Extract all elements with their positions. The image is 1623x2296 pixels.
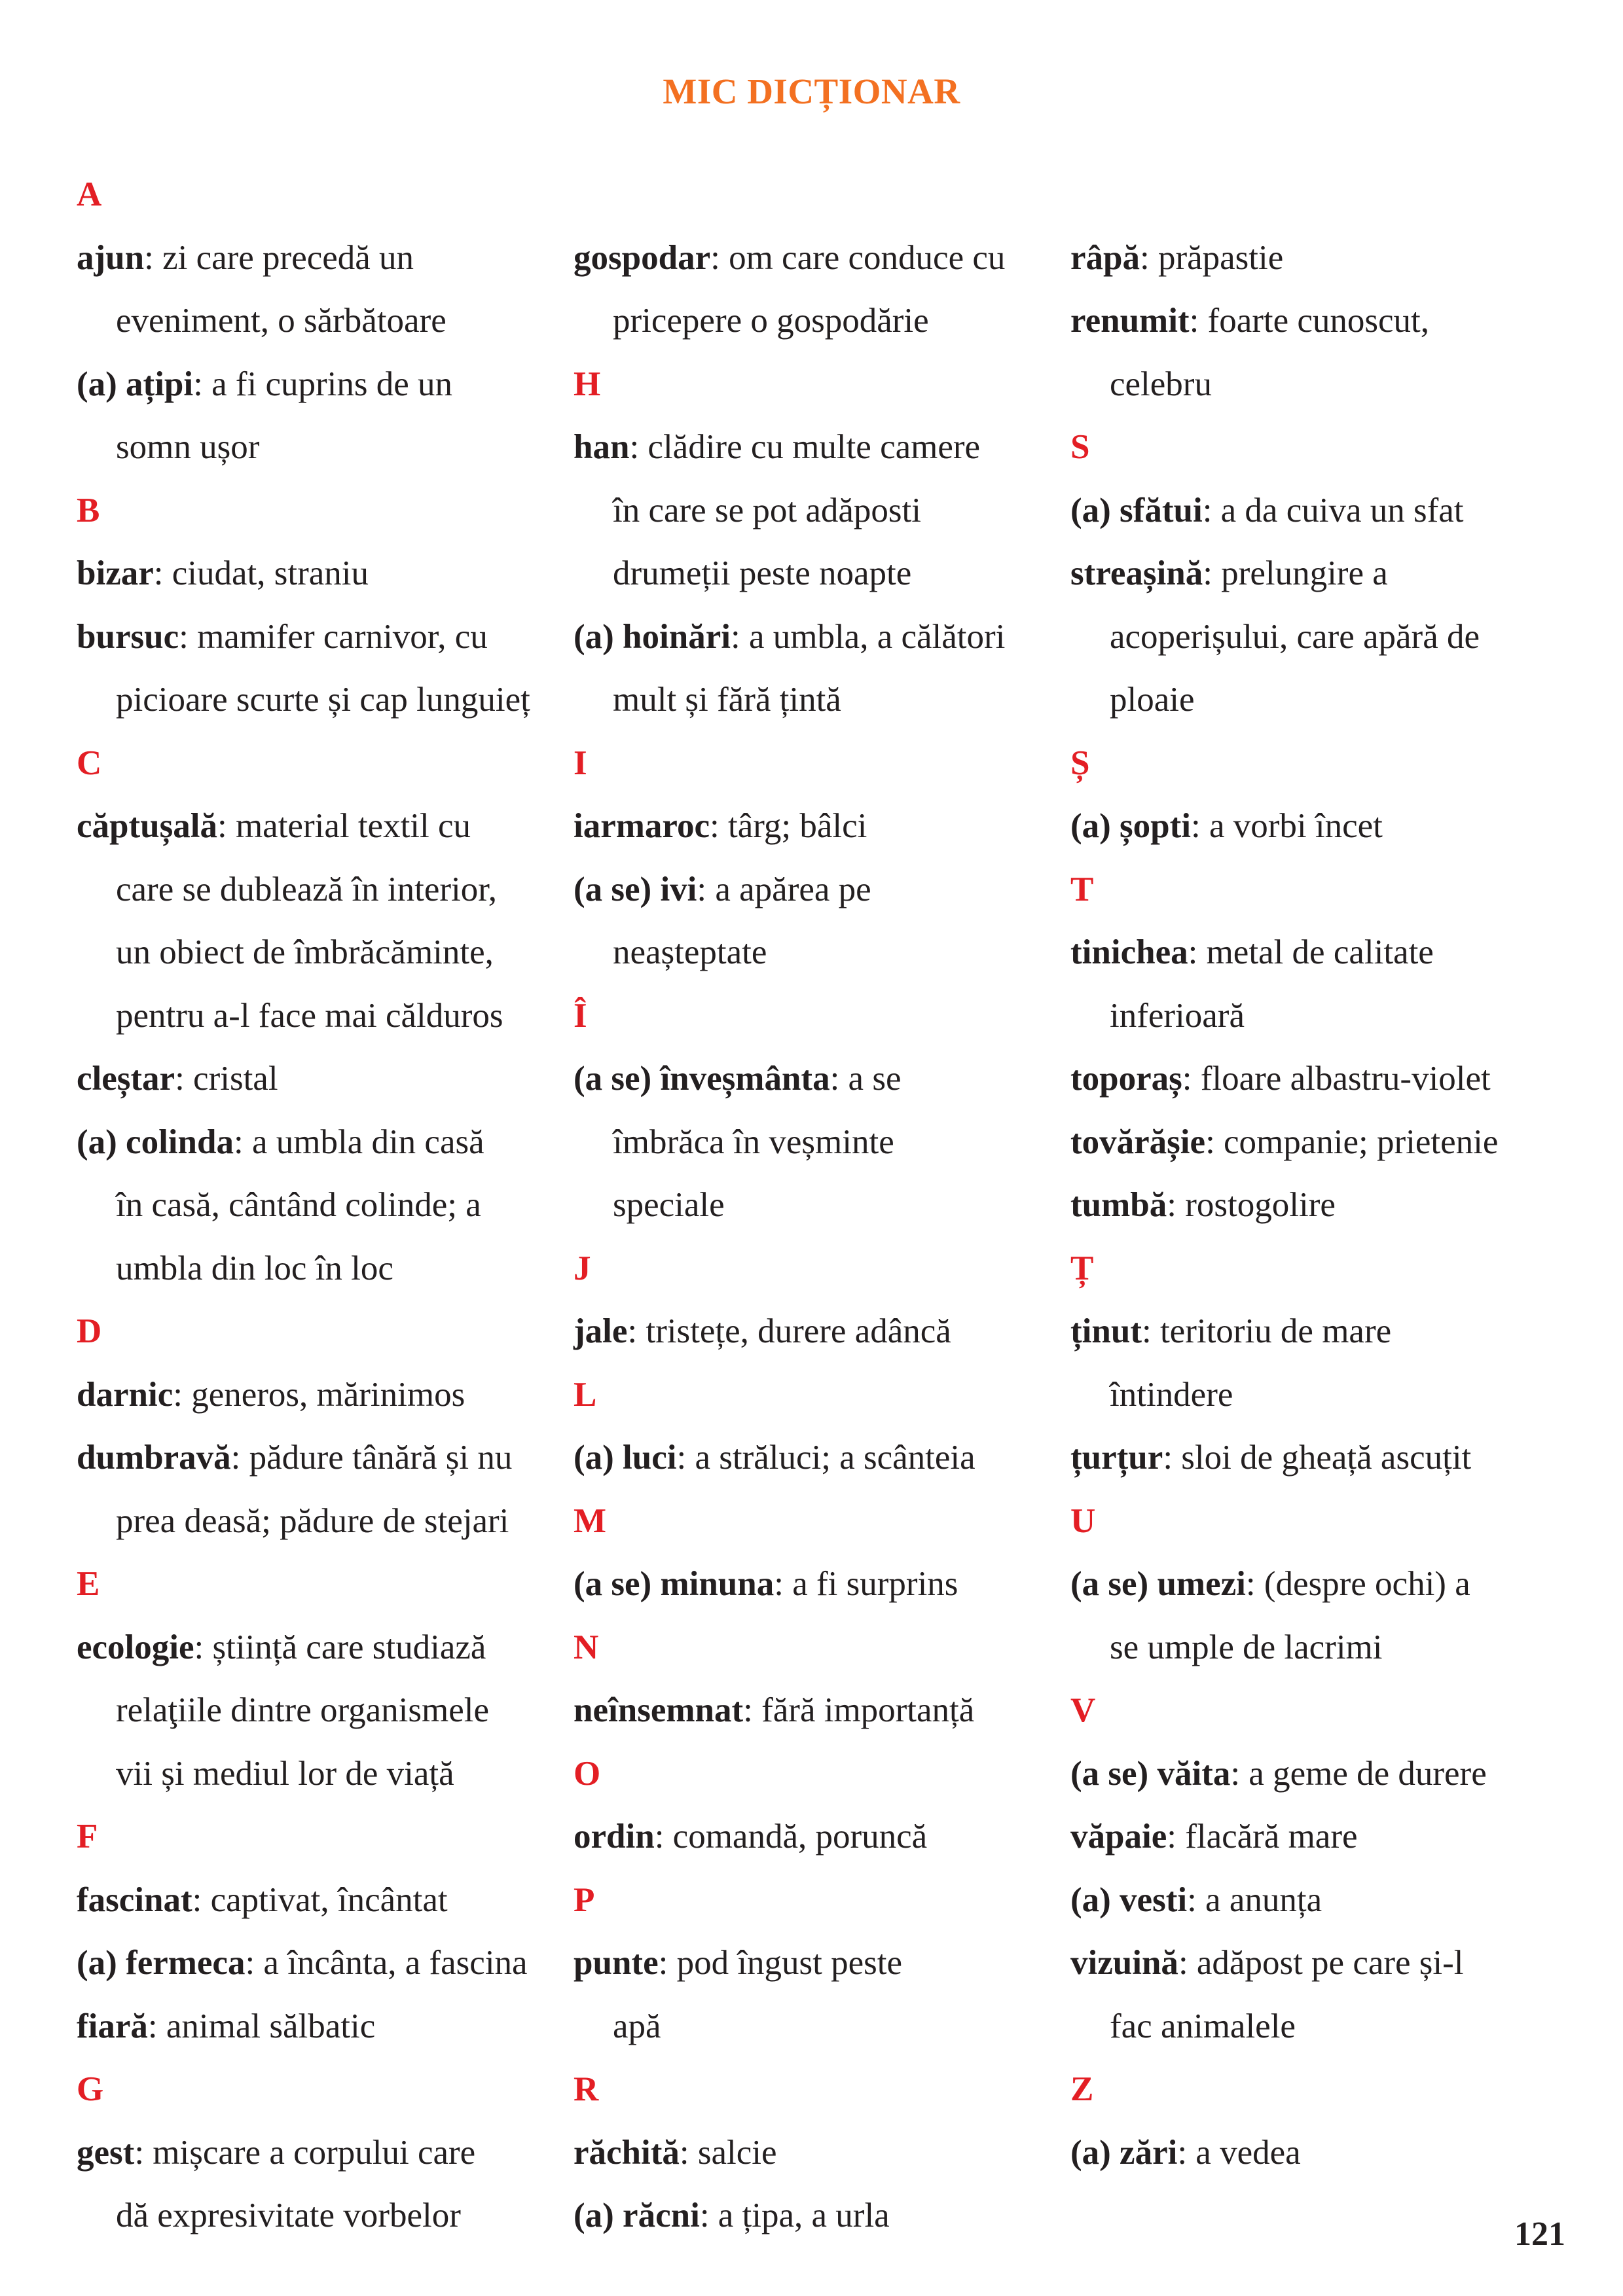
entry-definition: : a fi cuprins de un [193,365,453,403]
page-title: MIC DICȚIONAR [663,71,960,111]
entry-definition: : a străluci; a scânteia [676,1439,976,1477]
dictionary-entry [77,2121,574,2185]
entry-definition: : rostogolire [1167,1186,1336,1224]
entry-definition: : a vorbi încet [1191,807,1383,845]
dictionary-entry [574,1047,1071,1111]
dictionary-entry [574,858,1071,922]
entry-definition: : a vedea [1177,2133,1301,2172]
dictionary-entry [1070,1047,1568,1111]
dictionary-entry [77,1363,574,1427]
section-letter: Ț [1070,1249,1094,1287]
dictionary-entry [1070,542,1568,605]
dictionary-entry [1070,795,1568,858]
section-letter: Î [574,996,587,1035]
entry-term: tovărășie [1070,1122,1206,1161]
dictionary-entry [1070,1931,1568,1995]
section-letter: B [77,491,100,529]
entry-term: renumit [1070,302,1190,340]
entry-term: (a) hoinări [574,617,731,656]
section-letter: E [77,1565,100,1603]
entry-term: tinichea [1070,933,1188,971]
entry-term: streașină [1070,554,1203,592]
entry-term: ordin [574,1818,655,1856]
dictionary-entry [77,1111,574,1174]
dictionary-column-1 [77,163,574,2248]
entry-continuation: mult și fără țintă [613,681,841,719]
entry-term: (a) zări [1070,2133,1178,2172]
dictionary-entry [77,1426,574,1490]
entry-continuation: se umple de lacrimi [1110,1628,1383,1666]
dictionary-entry [1070,289,1568,353]
entry-term: țurțur [1070,1439,1163,1477]
entry-definition: : a fi surprins [774,1565,958,1603]
dictionary-entry [77,353,574,416]
entry-continuation: care se dublează în interior, [116,870,498,908]
dictionary-entry [1070,1805,1568,1869]
entry-definition: : generos, mărinimos [173,1375,465,1414]
section-letter: V [1070,1691,1096,1729]
entry-definition: : animal sălbatic [147,2007,376,2045]
section-letter: I [574,744,587,782]
entry-term: răchită [574,2133,680,2172]
dictionary-entry [574,226,1071,290]
entry-definition: : captivat, încântat [192,1880,448,1919]
dictionary-entry [77,1995,574,2058]
entry-continuation: drumeții peste noapte [613,554,912,592]
entry-term: (a) vesti [1070,1880,1188,1919]
entry-definition: : a da cuiva un sfat [1202,491,1464,529]
section-letter: S [1070,428,1090,466]
entry-term: bizar [77,554,154,592]
entry-continuation: în care se pot adăposti [613,491,921,529]
dictionary-entry [574,416,1071,479]
entry-term: (a) luci [574,1439,677,1477]
entry-definition: : (despre ochi) a [1245,1565,1470,1603]
entry-term: toporaș [1070,1060,1182,1098]
entry-term: văpaie [1070,1818,1167,1856]
entry-definition: : știință care studiază [194,1628,486,1666]
entry-definition: : adăpost pe care și-l [1178,1944,1464,1982]
section-letter: C [77,744,102,782]
entry-definition: : prelungire a [1203,554,1388,592]
entry-continuation: ploaie [1110,681,1195,719]
dictionary-entry [574,1300,1071,1363]
entry-definition: : a geme de durere [1230,1754,1487,1793]
entry-term: darnic [77,1375,173,1414]
entry-continuation: vii și mediul lor de viață [116,1754,454,1793]
entry-term: (a) sfătui [1070,491,1203,529]
entry-term: (a se) umezi [1070,1565,1246,1603]
entry-definition: : mișcare a corpului care [134,2133,476,2172]
dictionary-entry [574,2184,1071,2248]
dictionary-entry [574,1426,1071,1490]
entry-term: (a se) văita [1070,1754,1231,1793]
entry-continuation: pricepere o gospodărie [613,302,929,340]
section-letter: Ș [1070,744,1090,782]
entry-definition: : târg; bâlci [710,807,867,845]
entry-continuation: în casă, cântând colinde; a [116,1186,481,1224]
dictionary-entry [77,1616,574,1679]
section-letter: O [574,1754,601,1793]
entry-term: gospodar [574,238,711,277]
dictionary-entry [1070,1300,1568,1363]
entry-definition: : a se [830,1060,902,1098]
section-letter: N [574,1628,599,1666]
entry-term: (a se) minuna [574,1565,775,1603]
entry-term: vizuină [1070,1944,1178,1982]
entry-term: (a) colinda [77,1122,234,1161]
entry-continuation: neașteptate [613,933,767,971]
section-letter: D [77,1312,102,1350]
dictionary-entry [574,2121,1071,2185]
entry-definition: : comandă, poruncă [654,1818,928,1856]
entry-term: cleștar [77,1060,175,1098]
entry-definition: : flacără mare [1167,1818,1358,1856]
entry-continuation: acoperișului, care apără de [1110,617,1480,656]
section-letter: U [1070,1501,1096,1540]
entry-continuation: un obiect de îmbrăcăminte, [116,933,494,971]
entry-definition: : metal de calitate [1188,933,1434,971]
entry-term: gest [77,2133,135,2172]
dictionary-entry [77,1931,574,1995]
entry-continuation: îmbrăca în veșminte [613,1122,894,1161]
entry-definition: : mamifer carnivor, cu [179,617,488,656]
entry-term: han [574,428,630,466]
entry-term: (a) ațipi [77,365,194,403]
dictionary-entry [77,1047,574,1111]
dictionary-entry [77,1869,574,1932]
dictionary-column-3 [1070,163,1568,2184]
entry-continuation: speciale [613,1186,725,1224]
entry-definition: : a țipa, a urla [699,2197,890,2234]
dictionary-entry [574,1679,1071,1742]
entry-term: (a) fermeca [77,1944,246,1982]
entry-definition: : a încânta, a fascina [245,1944,528,1982]
section-letter: L [574,1375,597,1414]
dictionary-entry [1070,226,1568,290]
section-letter: J [574,1249,591,1287]
entry-term: ținut [1070,1312,1142,1350]
entry-definition: : salcie [679,2133,777,2172]
dictionary-entry [1070,1552,1568,1616]
page-number: 121 [1514,2215,1565,2253]
entry-term: (a) șopti [1070,807,1192,845]
entry-term: tumbă [1070,1186,1167,1224]
entry-continuation: celebru [1110,365,1212,403]
entry-continuation: prea deasă; pădure de stejari [116,1501,509,1540]
dictionary-entry [1070,1426,1568,1490]
entry-continuation: fac animalele [1110,2007,1296,2045]
section-letter: G [77,2070,104,2108]
entry-term: (a) răcni [574,2197,700,2234]
entry-term: ajun [77,238,145,277]
dictionary-entry [574,1931,1071,1995]
section-letter: R [574,2070,599,2108]
dictionary-entry [1070,1869,1568,1932]
dictionary-entry [574,795,1071,858]
entry-continuation: întindere [1110,1375,1233,1414]
entry-definition: : pădure tânără și nu [230,1439,513,1477]
entry-continuation: pentru a-l face mai călduros [116,996,503,1035]
entry-term: dumbravă [77,1439,231,1477]
dictionary-entry [574,1552,1071,1616]
dictionary-entry [1070,1742,1568,1806]
entry-definition: : ciudat, straniu [153,554,369,592]
entry-definition: : sloi de gheață ascuțit [1163,1439,1472,1477]
dictionary-entry [1070,1174,1568,1237]
entry-term: ecologie [77,1628,194,1666]
entry-definition: : fără importanță [743,1691,975,1729]
entry-continuation: relaţiile dintre organismele [116,1691,490,1729]
entry-term: iarmaroc [574,807,710,845]
blank-line [574,163,1071,226]
dictionary-entry [1070,1111,1568,1174]
entry-continuation: dă expresivitate vorbelor [116,2197,461,2234]
entry-term: râpă [1070,238,1140,277]
entry-definition: : prăpastie [1140,238,1284,277]
entry-term: (a se) ivi [574,870,697,908]
section-letter: F [77,1818,98,1856]
entry-definition: : a umbla, a călători [730,617,1006,656]
entry-continuation: somn ușor [116,428,260,466]
section-letter: M [574,1501,607,1540]
entry-term: neînsemnat [574,1691,744,1729]
entry-definition: : teritoriu de mare [1141,1312,1392,1350]
dictionary-entry [77,226,574,290]
entry-term: (a se) înveșmânta [574,1060,830,1098]
dictionary-entry [77,542,574,605]
entry-definition: : tristețe, durere adâncă [627,1312,951,1350]
dictionary-entry [574,1805,1071,1869]
entry-definition: : a anunța [1187,1880,1322,1919]
entry-definition: : om care conduce cu [710,238,1006,277]
entry-definition: : foarte cunoscut, [1189,302,1430,340]
dictionary-entry [77,795,574,858]
entry-term: bursuc [77,617,179,656]
entry-term: căptușală [77,807,217,845]
entry-continuation: apă [613,2007,661,2045]
entry-definition: : material textil cu [217,807,471,845]
entry-definition: : pod îngust peste [658,1944,903,1982]
entry-definition: : a apărea pe [697,870,871,908]
entry-definition: : cristal [175,1060,278,1098]
entry-definition: : a umbla din casă [233,1122,484,1161]
section-letter: T [1070,870,1094,908]
entry-continuation: inferioară [1110,996,1245,1035]
entry-term: punte [574,1944,659,1982]
dictionary-entry [77,605,574,669]
dictionary-entry [1070,479,1568,543]
dictionary-entry [1070,2121,1568,2185]
entry-continuation: picioare scurte și cap lunguieț [116,681,530,719]
entry-term: jale [574,1312,628,1350]
entry-definition: : floare albastru-violet [1182,1060,1491,1098]
section-letter: H [574,365,601,403]
entry-term: fascinat [77,1880,192,1919]
dictionary-column-2 [574,163,1071,2248]
dictionary-entry [1070,921,1568,984]
entry-definition: : zi care precedă un [144,238,414,277]
section-letter: P [574,1880,595,1919]
entry-continuation: eveniment, o sărbătoare [116,302,447,340]
entry-continuation: umbla din loc în loc [116,1249,393,1287]
entry-definition: : clădire cu multe camere [629,428,981,466]
entry-term: fiară [77,2007,148,2045]
entry-definition: : companie; prietenie [1205,1122,1499,1161]
blank-line [1070,163,1568,226]
section-letter: Z [1070,2070,1094,2108]
dictionary-entry [574,605,1071,669]
section-letter: A [77,175,102,213]
